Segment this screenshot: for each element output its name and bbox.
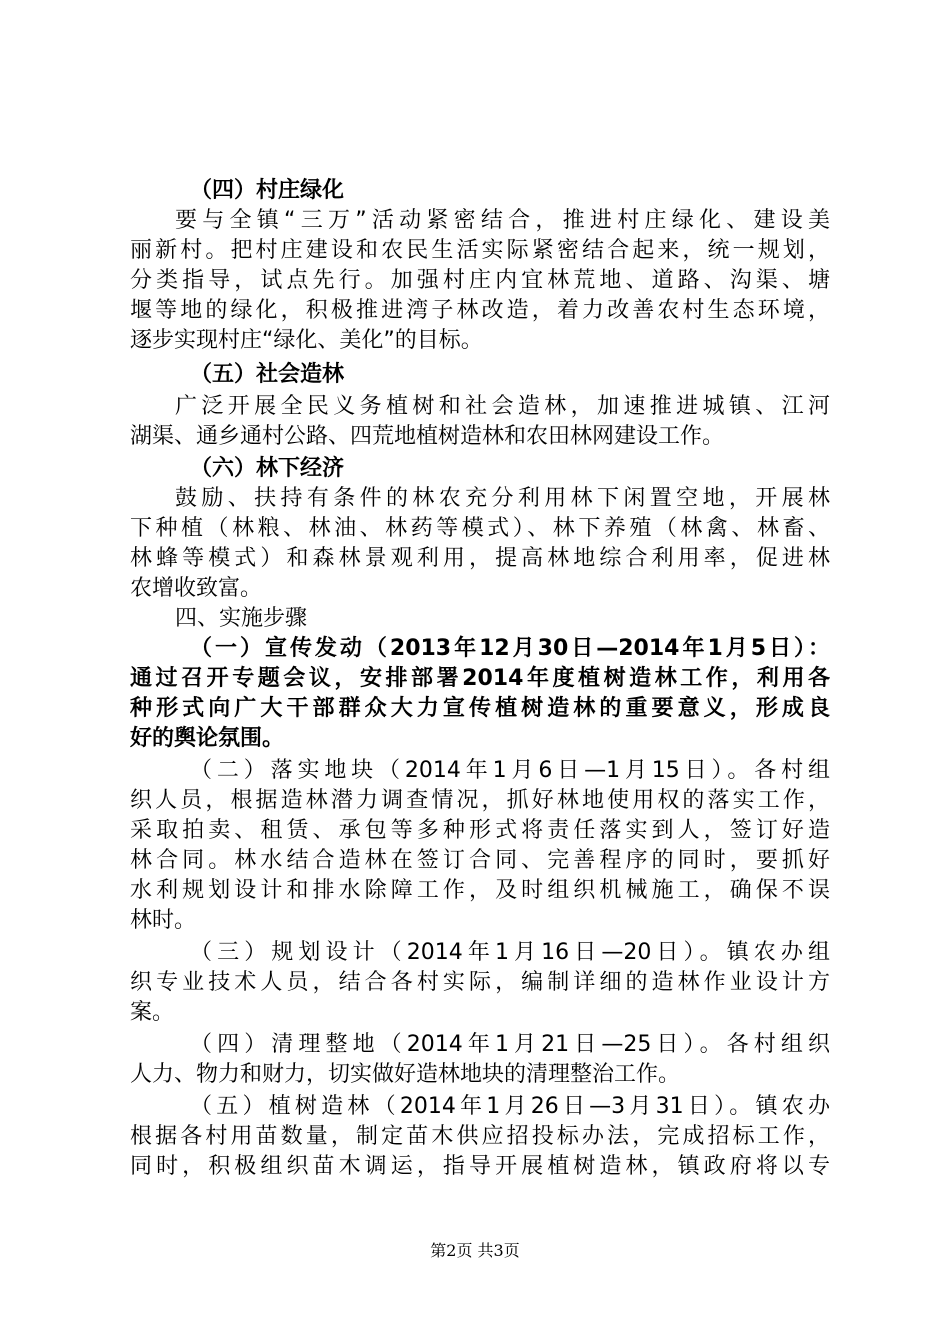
- step-line-bold: （一）宣传发动（2013年12月30日—2014年1月5日）：: [190, 636, 830, 661]
- paragraph-line: 丽新村。把村庄建设和农民生活实际紧密结合起来，统一规划，: [130, 238, 830, 263]
- paragraph-line: 分类指导，试点先行。加强村庄内宜林荒地、道路、沟渠、塘: [130, 268, 830, 293]
- heading-village-greening: （四）村庄绿化: [190, 178, 345, 203]
- paragraph-line: 人力、物力和财力，切实做好造林地块的清理整治工作。: [130, 1062, 681, 1087]
- paragraph-line: 采取拍卖、租赁、承包等多种形式将责任落实到人，签订好造: [130, 818, 830, 843]
- paragraph-line: 林合同。林水结合造林在签订合同、完善程序的同时，要抓好: [130, 848, 830, 873]
- paragraph-line: 林蜂等模式）和森林景观利用，提高林地综合利用率，促进林: [130, 546, 830, 571]
- step-line: （三）规划设计（2014年1月16日—20日）。镇农办组: [190, 940, 830, 965]
- paragraph-line: 广泛开展全民义务植树和社会造林，加速推进城镇、江河: [175, 394, 830, 419]
- paragraph-line: 鼓励、扶持有条件的林农充分利用林下闲置空地，开展林: [175, 486, 830, 511]
- paragraph-line: 要与全镇“三万”活动紧密结合，推进村庄绿化、建设美: [175, 208, 830, 233]
- paragraph-line: 水利规划设计和排水除障工作，及时组织机械施工，确保不误: [130, 878, 830, 903]
- paragraph-line: 同时，积极组织苗木调运，指导开展植树造林，镇政府将以专: [130, 1154, 830, 1179]
- section-heading-implementation-steps: 四、实施步骤: [175, 606, 308, 631]
- step-line-bold: 通过召开专题会议，安排部署2014年度植树造林工作，利用各: [130, 666, 830, 691]
- paragraph-line: 湖渠、通乡通村公路、四荒地植树造林和农田林网建设工作。: [130, 424, 725, 449]
- paragraph-line: 案。: [130, 1000, 175, 1025]
- step-line: （四）清理整地（2014年1月21日—25日）。各村组织: [190, 1032, 830, 1057]
- step-line: （二）落实地块（2014年1月6日—1月15日）。各村组: [190, 758, 830, 783]
- heading-forest-economy: （六）林下经济: [190, 456, 345, 481]
- page-footer: 第2页 共3页: [430, 1241, 520, 1260]
- paragraph-line: 织专业技术人员，结合各村实际，编制详细的造林作业设计方: [130, 970, 830, 995]
- paragraph-line: 织人员，根据造林潜力调查情况，抓好林地使用权的落实工作，: [130, 788, 830, 813]
- paragraph-line: 逐步实现村庄“绿化、美化”的目标。: [130, 328, 483, 353]
- step-line-bold: 种形式向广大干部群众大力宣传植树造林的重要意义，形成良: [130, 696, 830, 721]
- heading-social-forestation: （五）社会造林: [190, 362, 345, 387]
- paragraph-line: 根据各村用苗数量，制定苗木供应招投标办法，完成招标工作，: [130, 1124, 830, 1149]
- paragraph-line: 农增收致富。: [130, 576, 263, 601]
- paragraph-line: 下种植（林粮、林油、林药等模式）、林下养殖（林禽、林畜、: [130, 516, 830, 541]
- paragraph-line: 堰等地的绿化，积极推进湾子林改造，着力改善农村生态环境，: [130, 298, 830, 323]
- step-line-bold: 好的舆论氛围。: [130, 726, 285, 751]
- step-line: （五）植树造林（2014年1月26日—3月31日）。镇农办: [190, 1094, 830, 1119]
- paragraph-line: 林时。: [130, 908, 197, 933]
